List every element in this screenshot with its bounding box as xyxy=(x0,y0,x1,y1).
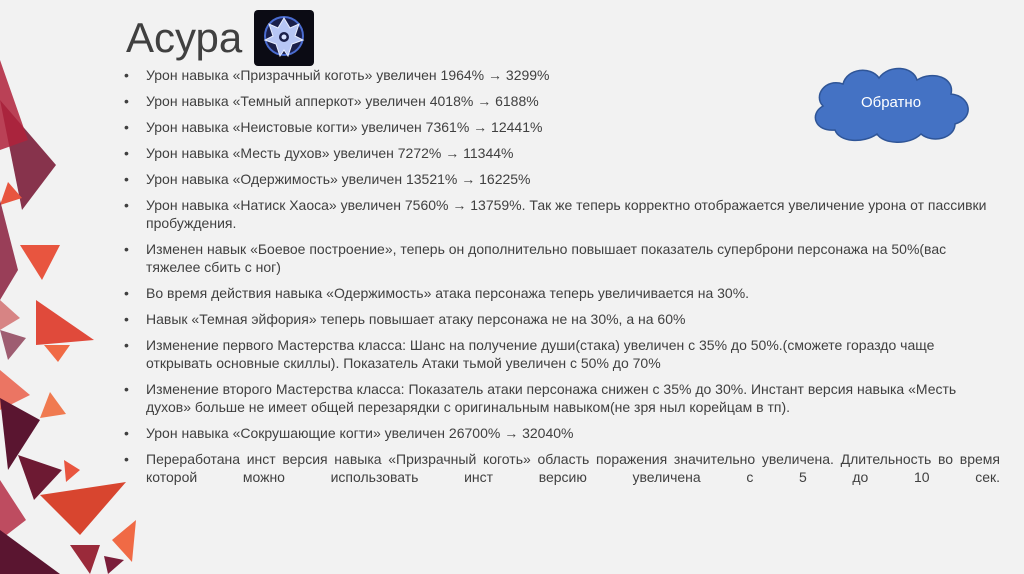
list-item: • Навык «Темная эйфория» теперь повышает атаку персонажа не на 30%, а на 60% xyxy=(116,310,1000,328)
page-title: Асура xyxy=(126,14,243,61)
triangle-shape xyxy=(64,460,80,482)
triangle-shape xyxy=(0,530,60,574)
list-item: • Изменен навык «Боевое построение», теперь он дополнительно повышает показатель суперброни персонажа на 50%(вас тяжелее сбить с ног) xyxy=(116,240,1000,276)
list-item: • Урон навыка «Темный апперкот» увеличен 4018% → 6188% xyxy=(116,92,1000,110)
asura-class-emblem-icon xyxy=(254,10,314,66)
patch-notes-list xyxy=(116,66,1000,494)
list-item: • Урон навыка «Месть духов» увеличен 7272% → 11344% xyxy=(116,144,1000,162)
list-item: • Урон навыка «Одержимость» увеличен 13521% → 16225% xyxy=(116,170,1000,188)
back-button-label: Обратно xyxy=(860,93,922,111)
triangle-shape xyxy=(36,300,94,345)
title-row xyxy=(126,10,314,66)
triangle-shape xyxy=(20,245,60,280)
triangle-shape xyxy=(70,545,100,574)
list-item: • Изменение первого Мастерства класса: Шанс на получение души(стака) увеличен с 35% до 50%.(сможете гораздо чаще открывать основные скиллы). Показатель Атаки тьмой увеличен с 50% до 70% xyxy=(116,336,1000,372)
list-item: • Во время действия навыка «Одержимость» атака персонажа теперь увеличивается на 30%. xyxy=(116,284,1000,302)
triangle-shape xyxy=(0,300,20,330)
triangle-shape xyxy=(0,200,18,300)
triangle-shape xyxy=(40,482,126,535)
list-item: • Урон навыка «Призрачный коготь» увеличен 1964% → 3299% xyxy=(116,66,1000,84)
list-item: • Переработана инст версия навыка «Призрачный коготь» область поражения значительно увеличена. Длительность во время которой можно использовать инст версию увеличена с 5 до 10 сек. xyxy=(116,450,1000,486)
triangle-shape xyxy=(112,520,136,562)
triangle-shape xyxy=(0,60,28,150)
list-item: • Урон навыка «Неистовые когти» увеличен 7361% → 12441% xyxy=(116,118,1000,136)
triangle-shape xyxy=(104,556,124,574)
triangle-shape xyxy=(40,392,66,418)
triangle-shape xyxy=(0,480,26,540)
triangle-shape xyxy=(44,345,70,362)
list-item: • Урон навыка «Сокрушающие когти» увеличен 26700% → 32040% xyxy=(116,424,1000,442)
list-item: • Изменение второго Мастерства класса: Показатель атаки персонажа снижен с 35% до 30%. Инстант версия навыка «Месть духов» больше не имеет общей перезарядки с оригинальным навыком(не зря ныл корейцам в тп). xyxy=(116,380,1000,416)
triangle-shape xyxy=(0,330,26,360)
list-item: • Урон навыка «Натиск Хаоса» увеличен 7560% → 13759%. Так же теперь корректно отображается увеличение урона от пассивки пробуждения. xyxy=(116,196,1000,232)
